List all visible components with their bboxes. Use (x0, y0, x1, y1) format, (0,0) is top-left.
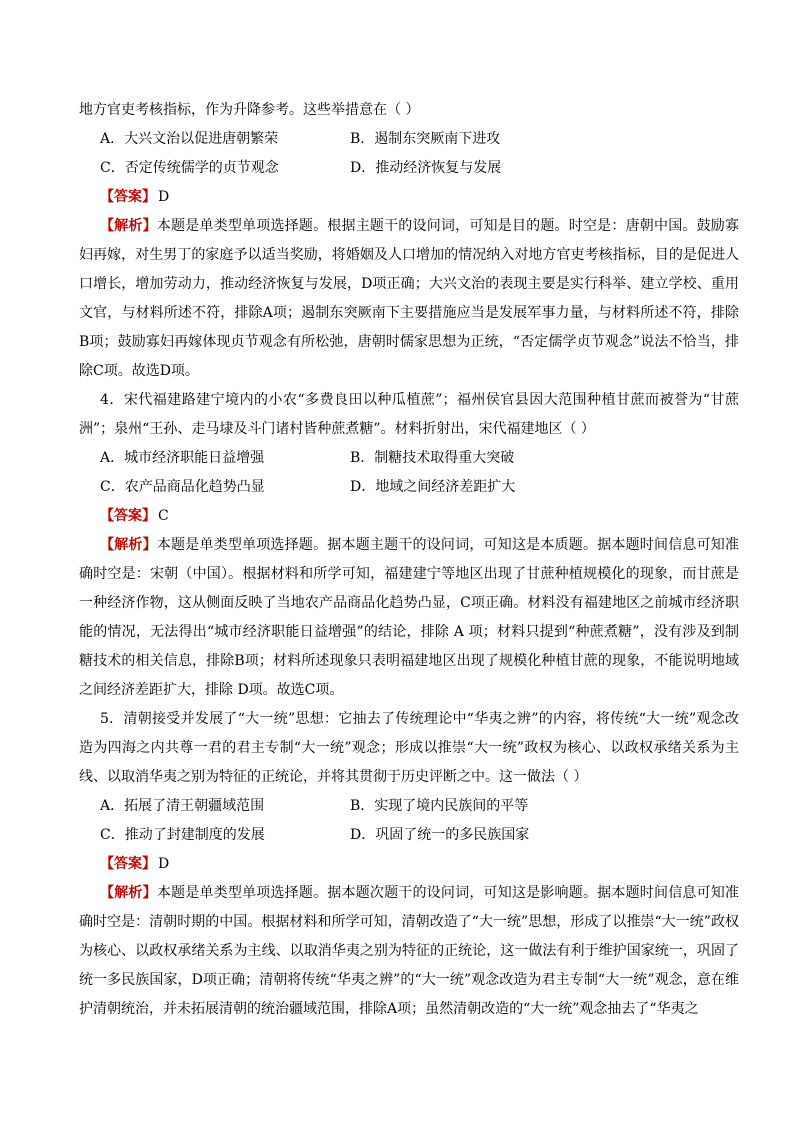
q5-option-a: A．拓展了清王朝疆域范围 (100, 798, 265, 814)
q5-answer-tag: 【答案】 (100, 856, 156, 872)
q3-answer-value: D (158, 189, 170, 205)
q3-analysis-text: 本题是单类型单项选择题。根据主题干的设问词，可知是目的题。时空是：唐朝中国。鼓励寡妇再嫁，对生男丁的家庭予以适当奖励，将婚姻及人口增加的情况纳入对地方官吏考核指标，目的是促进人口增长，增加劳动力，推动经济恢复与发展，D项正确；大兴文治的表现主要是实行科举、建立学校、重用文官，与材料所述不符，排除A项；遏制东突厥南下主要措施应当是发展军事力量，与材料所述不符，排除B项；鼓励寡妇再嫁体现贞节观念有所松弛，唐朝时儒家思想为正统，“否定儒学贞节观念”说法不恰当，排除C项。故选D项。 (79, 218, 740, 379)
q4-option-a: A．城市经济职能日益增强 (100, 450, 265, 466)
q5-option-c: C．推动了封建制度的发展 (100, 827, 265, 843)
q4-option-d: D．地域之间经济差距扩大 (350, 479, 516, 495)
q4-option-c: C．农产品商品化趋势凸显 (100, 479, 265, 495)
q3-option-b: B．遏制东突厥南下进攻 (350, 131, 501, 147)
q5-analysis (79, 879, 739, 1024)
q3-answer-tag: 【答案】 (100, 189, 156, 205)
q5-answer-value: D (158, 856, 170, 872)
q4-answer-tag: 【答案】 (100, 508, 156, 524)
q5-analysis-text: 本题是单类型单项选择题。据本题次题干的设问词，可知这是影响题。据本题时间信息可知准确时空是：清朝时期的中国。根据材料和所学可知，清朝改造了“大一统”思想，形成了以推崇“大一统”政权为核心、以政权承绪关系为主线、以取消华夷之别为特征的正统论，这一做法有利于维护国家统一，巩固了统一多民族国家，D项正确；清朝将传统“华夷之辨”的“大一统”观念改造为君主专制“大一统”观念，意在维护清朝统治，并未拓展清朝的统治疆域范围，排除A项；虽然清朝改造的“大一统”观念抽去了“华夷之 (79, 885, 740, 1017)
q3-options (79, 125, 739, 183)
q5-option-d: D．巩固了统一的多民族国家 (350, 827, 530, 843)
q4-stem: 4．宋代福建路建宁境内的小农“多费良田以种瓜植蔗”；福州侯官县因大范围种植甘蔗而被誉为“甘蔗洲”；泉州“王孙、走马埭及斗门诸村皆种蔗煮糖”。材料折射出，宋代福建地区（ ） (79, 392, 739, 437)
q4-answer (79, 502, 739, 531)
q3-answer (79, 183, 739, 212)
q5-answer (79, 850, 739, 879)
q3-analysis-tag: 【解析】 (100, 218, 157, 234)
q4-analysis (79, 531, 739, 705)
document-body (79, 96, 739, 1024)
q3-stem-tail: 地方官吏考核指标，作为升降参考。这些举措意在（ ） (79, 102, 420, 118)
q3-analysis (79, 212, 739, 386)
q4-answer-value: C (158, 508, 169, 524)
q4-options (79, 444, 739, 502)
q5-options (79, 792, 739, 850)
q5-stem: 5．清朝接受并发展了“大一统”思想：它抽去了传统理论中“华夷之辨”的内容，将传统“大一统”观念改造为四海之内共尊一君的君主专制“大一统”观念；形成以推崇“大一统”政权为核心、以政权承绪关系为主线、以取消华夷之别为特征的正统论，并将其贯彻于历史评断之中。这一做法（ ） (79, 711, 739, 785)
q3-option-c: C．否定传统儒学的贞节观念 (100, 160, 279, 176)
q3-option-d: D．推动经济恢复与发展 (350, 160, 502, 176)
q3-option-a: A．大兴文治以促进唐朝繁荣 (100, 131, 279, 147)
q4-analysis-text: 本题是单类型单项选择题。据本题主题干的设问词，可知这是本质题。据本题时间信息可知准确时空是：宋朝（中国）。根据材料和所学可知，福建建宁等地区出现了甘蔗种植规模化的现象，而甘蔗是一种经济作物，这从侧面反映了当地农产品商品化趋势凸显，C项正确。材料没有福建地区之前城市经济职能的情况，无法得出“城市经济职能日益增强”的结论，排除 A 项；材料只提到“种蔗煮糖”，没有涉及到制糖技术的相关信息，排除B项；材料所述现象只表明福建地区出现了规模化种植甘蔗的现象，不能说明地域之间经济差距扩大，排除 D项。故选C项。 (79, 537, 740, 698)
q4-option-b: B．制糖技术取得重大突破 (350, 450, 515, 466)
q4-analysis-tag: 【解析】 (100, 537, 157, 553)
q5-option-b: B．实现了境内民族间的平等 (350, 798, 529, 814)
q5-analysis-tag: 【解析】 (100, 885, 157, 901)
